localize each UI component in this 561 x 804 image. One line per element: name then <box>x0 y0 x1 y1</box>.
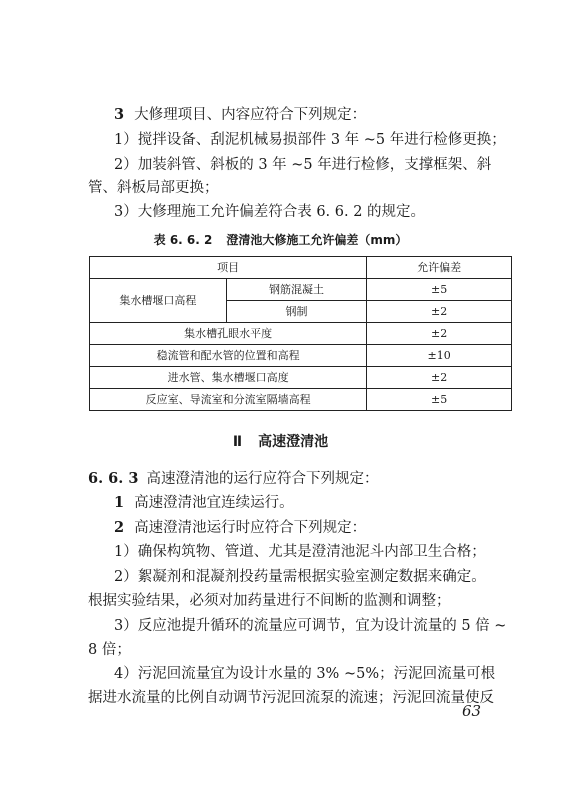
clause-item <box>114 493 294 513</box>
table-row <box>90 367 512 389</box>
item-cell: 稳流管和配水管的位置和高程 <box>90 345 367 367</box>
clause-3-heading <box>114 105 366 125</box>
clause-item <box>114 518 366 538</box>
table-number: 表 6. 6. 2 <box>153 233 213 247</box>
clause-number: 6. 6. 3 <box>88 470 139 487</box>
table-title <box>0 232 561 248</box>
table-row <box>90 279 512 301</box>
paragraph-line: 8 倍； <box>88 642 131 658</box>
item-cell: 反应室、导流室和分流室隔墙高程 <box>90 389 367 411</box>
table-row <box>90 323 512 345</box>
item-cell: 进水管、集水槽堰口高度 <box>90 367 367 389</box>
header-tolerance: 允许偏差 <box>367 257 512 279</box>
sub-item: 钢制 <box>226 301 367 323</box>
sub-item: 钢筋混凝土 <box>226 279 367 301</box>
paragraph-line: 4）污泥回流量宜为设计水量的 3% ~5%；污泥回流量可根 <box>114 666 496 682</box>
paragraph-line: 1）确保构筑物、管道、尤其是澄清池泥斗内部卫生合格； <box>114 544 486 560</box>
item-cell: 集水槽孔眼水平度 <box>90 323 367 345</box>
paragraph-line: 根据实验结果，必须对加药量进行不间断的监测和调整； <box>88 593 451 609</box>
tolerance-cell: ±5 <box>367 279 512 301</box>
clause-3-text: 大修理项目、内容应符合下列规定： <box>134 107 367 123</box>
tolerance-cell: ±2 <box>367 367 512 389</box>
paragraph-line: 2）絮凝剂和混凝剂投药量需根据实验室测定数据来确定。 <box>114 569 486 585</box>
group-label: 集水槽堰口高程 <box>90 279 227 323</box>
header-item: 项目 <box>90 257 367 279</box>
paragraph-line: 据进水流量的比例自动调节污泥回流泵的流速；污泥回流量使反 <box>88 690 494 706</box>
table-header-row <box>90 257 512 279</box>
tolerance-table <box>89 256 512 411</box>
paragraph-line: 管、斜板局部更换； <box>88 180 219 196</box>
clause-3-number: 3 <box>114 106 125 123</box>
section-heading <box>0 433 561 451</box>
page-number: 63 <box>462 702 482 720</box>
paragraph-line: 3）大修理施工允许偏差符合表 6. 6. 2 的规定。 <box>114 204 426 220</box>
table-caption: 澄清池大修施工允许偏差（mm） <box>226 233 408 247</box>
paragraph-line: 1）搅拌设备、刮泥机械易损部件 3 年 ~5 年进行检修更换； <box>114 132 506 148</box>
clause-6-6-3-heading <box>88 469 378 489</box>
tolerance-cell: ±2 <box>367 301 512 323</box>
table-row <box>90 345 512 367</box>
table-row <box>90 389 512 411</box>
paragraph-line: 2）加装斜管、斜板的 3 年 ~5 年进行检修，支撑框架、斜 <box>114 157 492 173</box>
tolerance-cell: ±2 <box>367 323 512 345</box>
clause-item-number: 1 <box>114 494 125 511</box>
clause-item-text: 高速澄清池宜连续运行。 <box>134 495 294 511</box>
section-number: Ⅱ <box>232 434 243 450</box>
clause-text: 高速澄清池的运行应符合下列规定： <box>146 471 379 487</box>
paragraph-line: 3）反应池提升循环的流量应可调节，宜为设计流量的 5 倍 ~ <box>114 618 507 634</box>
clause-item-number: 2 <box>114 519 125 536</box>
section-title: 高速澄清池 <box>258 434 329 450</box>
tolerance-cell: ±5 <box>367 389 512 411</box>
clause-item-text: 高速澄清池运行时应符合下列规定： <box>134 520 367 536</box>
tolerance-cell: ±10 <box>367 345 512 367</box>
